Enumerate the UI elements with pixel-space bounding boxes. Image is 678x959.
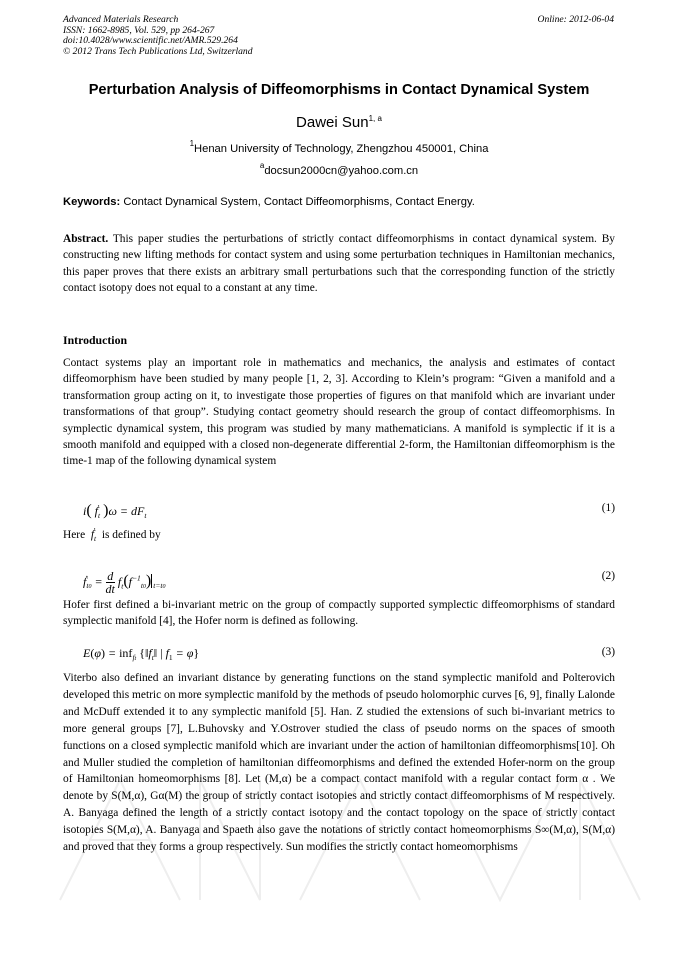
- affiliation: [0, 139, 678, 155]
- equation-3: [63, 644, 615, 666]
- affiliation-text: Henan University of Technology, Zhengzhou 450001, China: [194, 143, 489, 155]
- abstract-label: Abstract.: [63, 233, 109, 245]
- email-mark: a: [259, 161, 265, 170]
- equation-3-expression: E(φ) = inf$_{ft}$ {$‖f_t‖$ | $f_1 = \varphi$}: [83, 646, 200, 662]
- journal-header: [63, 15, 253, 57]
- here-symbol: ḟ$_t$: [88, 529, 97, 543]
- equation-1-expression: i( ḟ$_t$ )$\omega = dF_t$: [83, 502, 147, 520]
- author-name: Dawei Sun: [296, 114, 369, 131]
- here-suffix: is defined by: [101, 529, 161, 541]
- equation-2-number: (2): [601, 570, 615, 582]
- abstract-text: This paper studies the perturbations of strictly contact diffeomorphisms in contact dynamical system. By constructing new lifting methods for contact system and using some perturbation techniques in Hamiltonian mechanics, this paper proves that there exists an arbitrary small perturbations such that the corresponding function of the strictly contact isotopy does not equal to a constant at any time.: [63, 233, 615, 295]
- equation-1: [63, 500, 615, 522]
- online-date: Online: 2012-06-04: [537, 14, 614, 25]
- equation-3-number: (3): [601, 646, 615, 658]
- journal-issn: ISSN: 1662-8985, Vol. 529, pp 264-267: [63, 24, 215, 36]
- section-heading-introduction: Introduction: [63, 333, 128, 347]
- email-line: [0, 161, 678, 177]
- email-address[interactable]: docsun2000cn@yahoo.com.cn: [264, 165, 419, 177]
- introduction-paragraph-1: Contact systems play an important role in mathematics and mechanics, the analysis and estimates of contact diffeomorphism have been studied by many people [1, 2, 3]. According to Klein’s program: “Given a manifold and a transformation group acting on it, to investigate those properties of figures on that manifold which are invariant under transformations of that group”. Studying contact geometry should research the group of contact diffeomorphisms. In symplectic dynamical system, this program was studied by many mathematicians. A manifold is symplectic if it is a smooth manifold and equipped with a closed non-degenerate differential 2-form, the Hamiltonian diffeomorphism is the time-1 map of the following dynamical system: [63, 357, 615, 468]
- author-marks: 1, a: [368, 114, 382, 123]
- introduction-paragraph-2: Hofer first defined a bi-invariant metric on the group of compactly supported symplectic diffeomorphisms of standard symplectic manifold [4], the Hofer norm is defined as following.: [63, 599, 615, 628]
- keywords: [63, 196, 615, 208]
- journal-doi: doi:10.4028/www.scientific.net/AMR.529.264: [63, 35, 238, 47]
- keywords-label: Keywords:: [63, 196, 121, 208]
- here-prefix: Here: [63, 529, 86, 541]
- equation-1-number: (1): [601, 502, 615, 514]
- keywords-text: Contact Dynamical System, Contact Diffeomorphisms, Contact Energy.: [123, 196, 475, 208]
- journal-name: Advanced Materials Research: [63, 14, 179, 25]
- equation-2: [63, 568, 615, 596]
- equation-2-expression: ḟ$_{t0}$ = $\frac{d}{dt}$ $f_t(f^{-1}_{t0})$ $_{t=t0}$: [83, 569, 166, 596]
- affiliation-mark: 1: [189, 139, 195, 148]
- author-line: [0, 114, 678, 131]
- here-line: [63, 527, 615, 547]
- abstract: [63, 231, 615, 297]
- journal-copyright: © 2012 Trans Tech Publications Ltd, Switzerland: [63, 45, 253, 57]
- introduction-paragraph-3: Viterbo also defined an invariant distance by generating functions on the stand symplectic manifold and Polterovich developed this metric on more symplectic manifold by the methods of pseudo holomorphic curves [6, 9], finally Lalonde and McDuff extended it to any symplectic manifold [5]. Han. Z studied the extensions of such bi-invariant metrics to more general groups [7], L.Buhovsky and Y.Ostrover studied the class of pseudo norms on the spaces of smooth functions on a closed symplectic manifold which are invariant under the action of hamiltonian diffeomorphisms[10]. Oh and Muller studied the completion of hamiltonian diffeomorphisms and defined the extended Hofer-norm on the group of Hamiltonian homeomorphisms [8]. Let (M,α) be a compact contact manifold with a regular contact form α . We denote by S(M,α), Gα(M) the group of strictly contact isotopies and strictly contact diffeomorphisms of M respectively. A. Banyaga defined the length of a strictly contact isotopy and the contact topology on the space of strictly contact isotopies S(M,α), A. Banyaga and Spaeth also gave the notations of strictly contact homeomorphisms S∞(M,α), S(M,α) and proved that they forms a group respectively. Sun modifies the strictly contact homeomorphisms: [63, 672, 615, 854]
- paper-title: Perturbation Analysis of Diffeomorphisms in Contact Dynamical System: [88, 82, 590, 98]
